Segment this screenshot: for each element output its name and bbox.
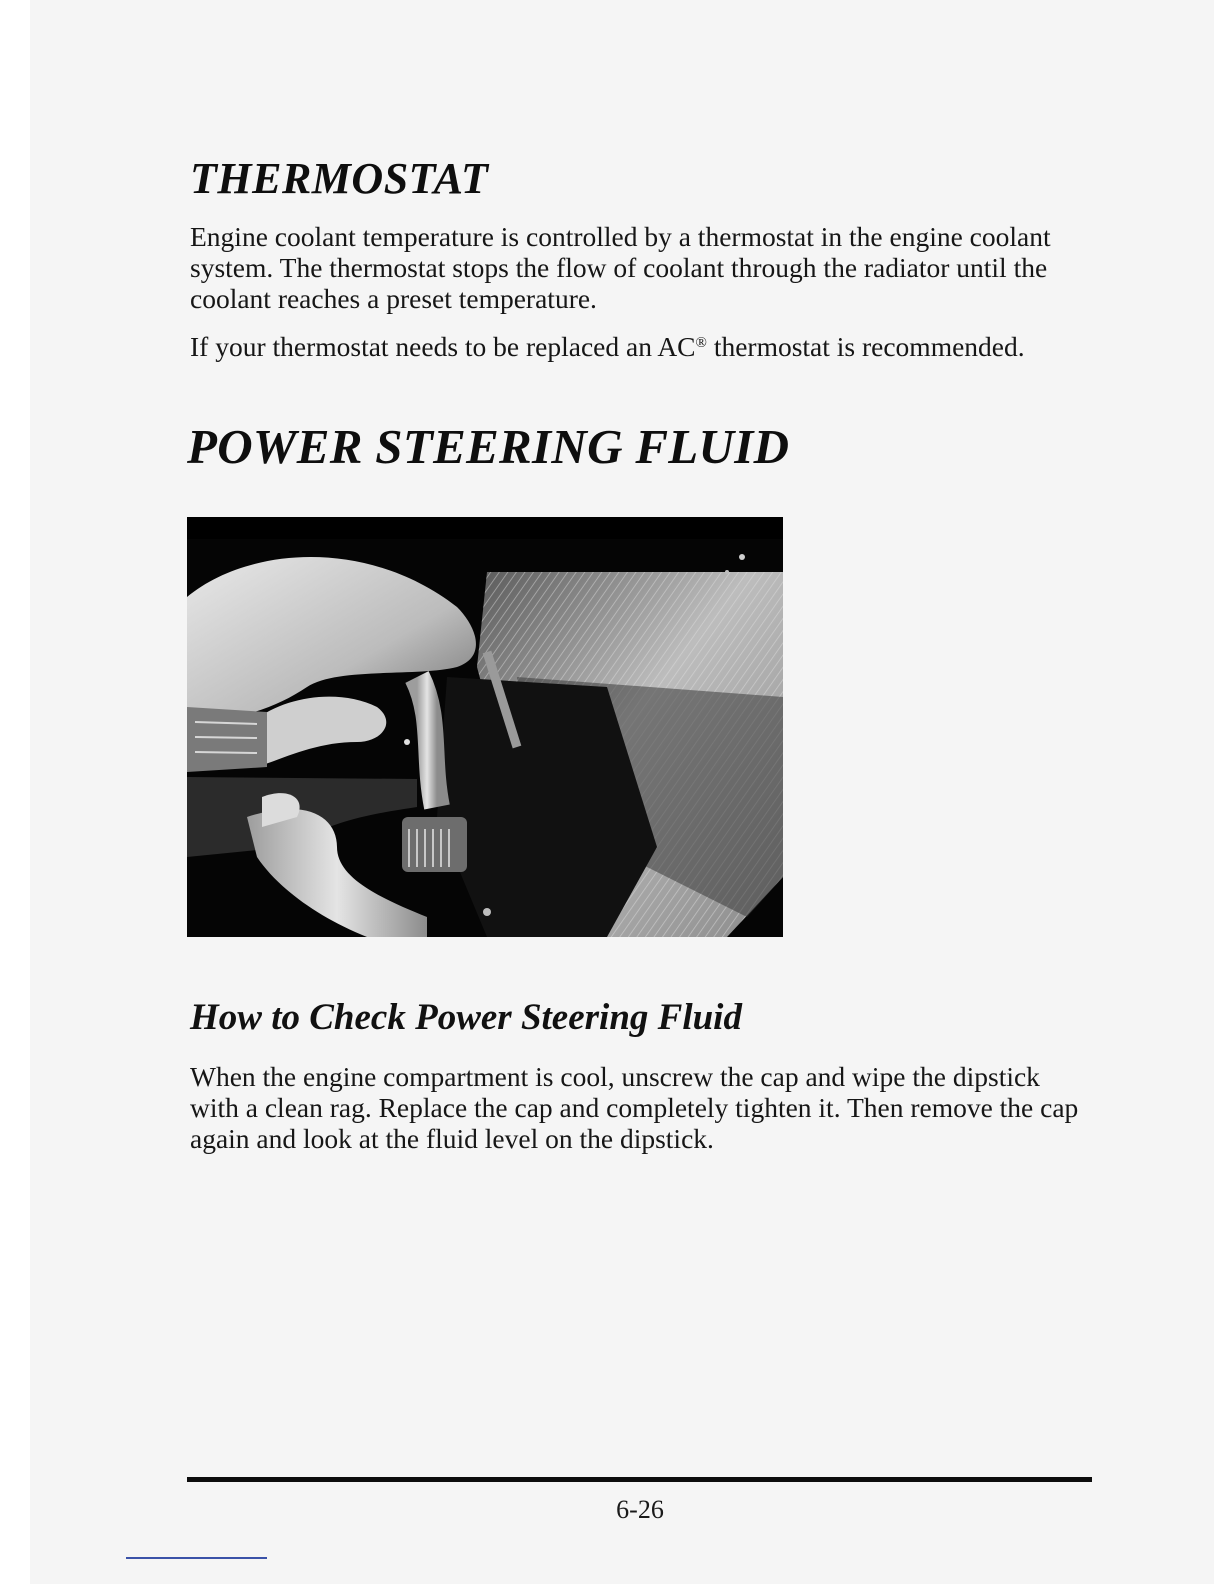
section-title-power-steering: POWER STEERING FLUID: [187, 419, 790, 474]
page-number: 6-26: [616, 1495, 664, 1524]
thermostat-paragraph-2-end: thermostat is recommended.: [706, 331, 1025, 362]
hand-checking-power-steering-cap-photo: [187, 517, 783, 937]
power-steering-check-paragraph: When the engine compartment is cool, unscrew the cap and wipe the dipstick with a clean rag. Replace the cap and completely tighten it. Then remove the cap again and look at the fluid level on the dipstick.: [190, 1061, 1079, 1154]
thermostat-paragraph-1: Engine coolant temperature is controlled by a thermostat in the engine coolant system. The thermostat stops the flow of coolant through the radiator until the coolant reaches a preset temperature.: [190, 221, 1051, 314]
thermostat-paragraph-2-start: If your thermostat needs to be replaced an AC: [190, 331, 696, 362]
footer-rule: [187, 1477, 1092, 1482]
thermostat-paragraph-2: [190, 331, 1070, 362]
scan-artifact-line: [126, 1557, 267, 1559]
section-title-thermostat: THERMOSTAT: [190, 154, 489, 203]
subsection-title-check-power-steering: How to Check Power Steering Fluid: [190, 997, 742, 1038]
registered-mark: ®: [695, 335, 707, 351]
